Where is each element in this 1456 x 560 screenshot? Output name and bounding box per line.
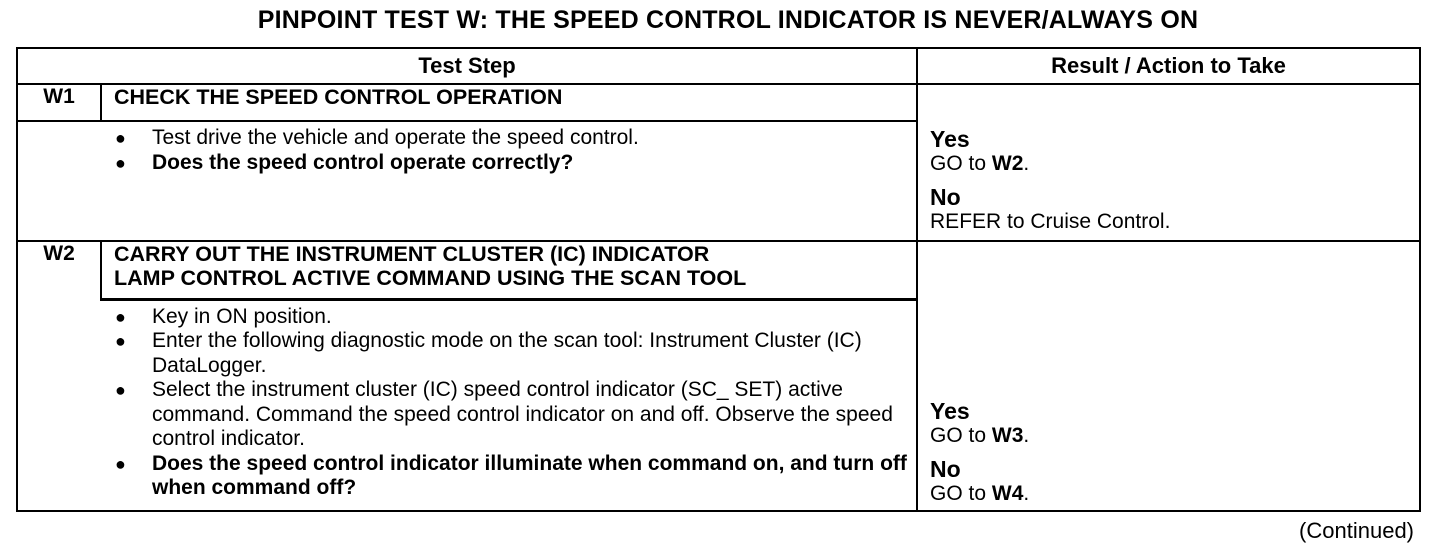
result-cell-w1 xyxy=(917,84,1420,241)
result-no-label: No xyxy=(930,456,961,482)
header-result-action: Result / Action to Take xyxy=(917,48,1420,84)
result-yes-prefix: GO to xyxy=(930,152,992,175)
list-item: ● Does the speed control operate correctly? xyxy=(115,150,574,174)
bullet-icon: ● xyxy=(115,453,126,474)
list-item: ● Enter the following diagnostic mode on the scan tool: Instrument Cluster (IC) DataLogger. xyxy=(115,329,862,377)
bullet-icon: ● xyxy=(115,306,126,327)
bullet-icon: ● xyxy=(115,128,126,148)
list-item: ● Select the instrument cluster (IC) speed control indicator (SC_ SET) active command. Command the speed control indicator on and off. Observe the speed control indicator. xyxy=(115,378,893,450)
step-id-w1: W1 xyxy=(17,84,101,121)
result-yes-target: W3 xyxy=(991,424,1024,447)
result-cell-w2 xyxy=(917,241,1420,511)
result-yes-w2 xyxy=(930,398,1419,510)
result-yes-label: Yes xyxy=(930,398,970,424)
result-yes-label: Yes xyxy=(930,126,970,152)
result-yes-w1 xyxy=(930,126,1419,240)
bullet-icon: ● xyxy=(115,331,126,351)
list-item: ● Key in ON position. xyxy=(115,304,332,328)
step-body-w1 xyxy=(17,121,917,241)
step-id-w2: W2 xyxy=(17,241,101,299)
result-yes-suffix: . xyxy=(1023,152,1030,175)
step-list-w1 xyxy=(18,122,916,175)
header-test-step: Test Step xyxy=(17,48,917,84)
step-title-w1: CHECK THE SPEED CONTROL OPERATION xyxy=(101,84,917,121)
result-yes-target: W2 xyxy=(991,152,1024,175)
result-no-action: GO to W4. xyxy=(930,482,1030,505)
result-no-target: W4 xyxy=(991,482,1024,505)
step-list-w2 xyxy=(18,301,916,501)
table-header-row xyxy=(17,48,1420,84)
step-w1-title-row xyxy=(17,84,1420,121)
bullet-icon: ● xyxy=(115,152,126,173)
step-body-w2 xyxy=(17,299,917,511)
result-no-action: REFER to Cruise Control. xyxy=(930,210,1171,233)
result-no-label: No xyxy=(930,184,961,210)
result-yes-action xyxy=(930,152,1419,176)
step-w2-title-row xyxy=(17,241,1420,299)
continued-note: (Continued) xyxy=(1299,518,1414,543)
list-item: ● Test drive the vehicle and operate the speed control. xyxy=(115,126,639,149)
pinpoint-test-table xyxy=(16,47,1421,512)
bullet-icon: ● xyxy=(115,380,126,400)
result-yes-action: GO to W3. xyxy=(930,424,1030,447)
step-title-w2-line2: LAMP CONTROL ACTIVE COMMAND USING THE SCAN TOOL xyxy=(114,266,747,290)
step-title-w2 xyxy=(101,241,917,299)
step-title-w2-line1: CARRY OUT THE INSTRUMENT CLUSTER (IC) INDICATOR xyxy=(114,242,710,266)
page-title: PINPOINT TEST W: THE SPEED CONTROL INDICATOR IS NEVER/ALWAYS ON xyxy=(257,6,1199,34)
list-item: ● Does the speed control indicator illuminate when command on, and turn off when command off? xyxy=(115,451,907,499)
